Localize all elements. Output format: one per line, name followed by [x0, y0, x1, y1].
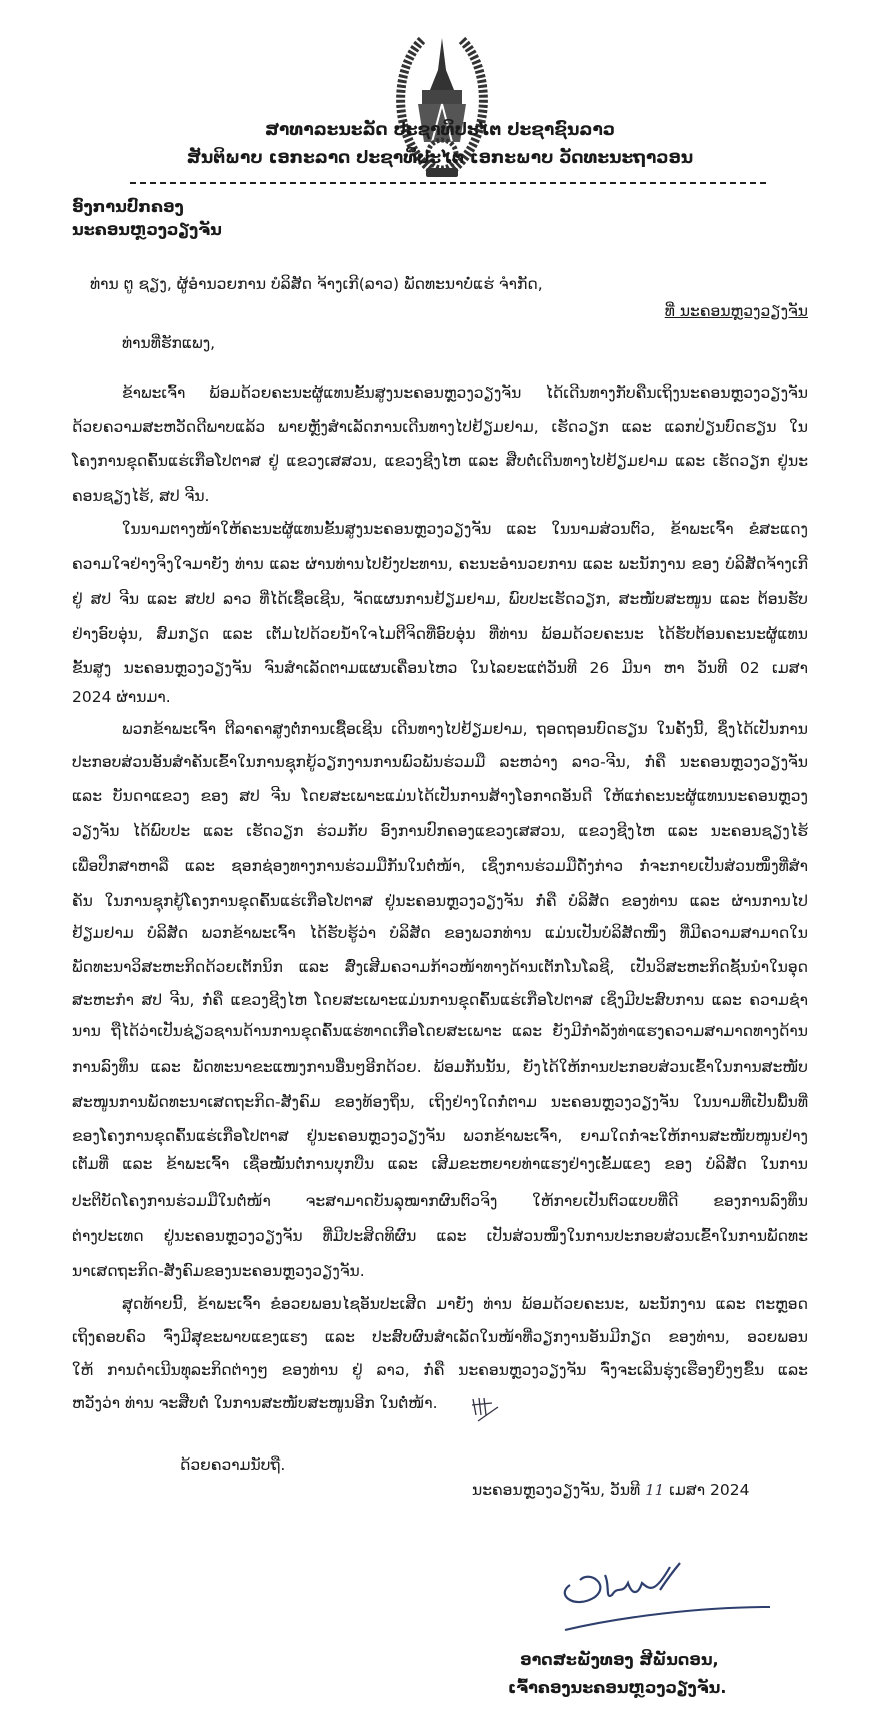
salutation: ທ່ານທີ່ຮັກແພງ, — [122, 334, 216, 352]
paragraph-4-line: ເຖິງຄອບຄົວ ຈົ່ງມີສຸຂະພາບແຂງແຮງ ແລະ ປະສົບຜົນສໍາເລັດໃນໜ້າທີ່ວຽກງານອັນມີກຽດ ຂອງທ່ານ, ອວຍພອນ — [72, 1328, 808, 1346]
paragraph-3-line: ເພື່ອປຶກສາຫາລື ແລະ ຊອກຊ່ອງທາງການຮ່ວມມືກັນໃນຕໍ່ໜ້າ, ເຊິ່ງການຮ່ວມມືດັ່ງກ່າວ ກໍ່ຈະກາຍເປັນສ່ວນໜຶ່ງທີ່ສໍາ — [72, 857, 808, 875]
paragraph-2-line: 2024 ຜ່ານມາ. — [72, 688, 171, 706]
sender-org-line2: ນະຄອນຫຼວງວຽງຈັນ — [72, 220, 222, 239]
sender-org-line1: ອົງການປົກຄອງ — [72, 197, 184, 216]
paragraph-3-line: ຂອງໂຄງການຂຸດຄົ້ນແຮ່ເກືອໂປຕາສ ຢູ່ນະຄອນຫຼວງວຽງຈັນ ພວກຂ້າພະເຈົ້າ, ຍາມໃດກໍ່ຈະໃຫ້ການສະໜັບໜູນຢ່າງ — [72, 1127, 808, 1145]
paragraph-3-line: ການລົງທຶນ ແລະ ພັດທະນາຂະແໜງການອື່ນໆອີກດ້ວຍ. ພ້ອມກັນນັ້ນ, ຍັງໄດ້ໃຫ້ການປະກອບສ່ວນເຂົ້າໃນການສະໜັບ — [72, 1058, 808, 1076]
paragraph-3-line: ເຕັມທີ່ ແລະ ຂ້າພະເຈົ້າ ເຊື່ອໝັ້ນຕໍ່ການບຸກບືນ ແລະ ເສີມຂະຫຍາຍທ່າແຮງຢ່າງເຂັ້ມແຂງ ຂອງ ບໍລິສັດ ໃນການ — [72, 1155, 808, 1173]
date-line — [472, 1481, 749, 1499]
paragraph-3-line: ວຽງຈັນ ໄດ້ພົບປະ ແລະ ເຮັດວຽກ ຮ່ວມກັບ ອົງການປົກຄອງແຂວງເສສວນ, ແຂວງຊີງໄຫ ແລະ ນະຄອນຊຽງໄຮ້ — [72, 822, 808, 840]
paragraph-3-line: ຢ້ຽມຢາມ ບໍລິສັດ ພວກຂ້າພະເຈົ້າ ໄດ້ຮັບຮູ້ວ່າ ບໍລິສັດ ຂອງພວກທ່ານ ແມ່ນເປັນບໍລິສັດໜຶ່ງ ທີ່ມີຄວາມສາມາດໃນ — [72, 924, 808, 942]
date-suffix: ເມສາ 2024 — [669, 1481, 750, 1499]
paragraph-2-line: ຂັ້ນສູງ ນະຄອນຫຼວງວຽງຈັນ ຈົນສໍາເລັດຕາມແຜນເຄື່ອນໄຫວ ໃນໄລຍະແຕ່ວັນທີ 26 ມີນາ ຫາ ວັນທີ 02 ເມສາ — [72, 659, 808, 677]
paragraph-3-line: ແລະ ບັນດາແຂວງ ຂອງ ສປ ຈີນ ໂດຍສະເພາະແມ່ນໄດ້ເປັນການສ້າງໂອກາດອັນດີ ໃຫ້ແກ່ຄະນະຜູ້ແທນນະຄອນຫຼວງ — [72, 787, 808, 805]
paragraph-3-line: ສະຫະກໍາ ສປ ຈີນ, ກໍ່ຄື ແຂວງຊີງໄຫ ໂດຍສະເພາະແມ່ນການຂຸດຄົ້ນແຮ່ເກືອໂປຕາສ ເຊິ່ງມີປະສົບການ ແລະ ຄວາມຊໍາ — [72, 991, 808, 1009]
paragraph-3-line: ປະຕິບັດໂຄງການຮ່ວມມືໃນຕໍ່ໜ້າ ຈະສາມາດບັນລຸໝາກຜົນຕົວຈິງ ໃຫ້ກາຍເປັນຕົວແບບທີ່ດີ ຂອງການລົງທຶນ — [72, 1192, 808, 1210]
paragraph-3-line: ຄັນ ໃນການຊຸກຍູ້ໂຄງການຂຸດຄົ້ນແຮ່ເກືອໂປຕາສ ຢູ່ນະຄອນຫຼວງວຽງຈັນ ກໍ່ຄື ບໍລິສັດ ຂອງທ່ານ ແລະ ຜ່ານການໄປ — [72, 892, 808, 910]
paragraph-1-line: ດ້ວຍຄວາມສະຫວັດດີພາບແລ້ວ ພາຍຫຼັງສໍາເລັດການເດີນທາງໄປຢ້ຽມຢາມ, ເຮັດວຽກ ແລະ ແລກປ່ຽນບົດຮຽນ ໃນ — [72, 418, 808, 436]
paragraph-3-line: ພັດທະນາວິສະຫະກິດດ້ວຍເຕັກນິກ ແລະ ສົ່ງເສີມຄວາມກ້າວໜ້າທາງດ້ານເຕັກໂນໂລຊີ, ເປັນວິສະຫະກິດຊັ້ນນໍາໃນອຸດ — [72, 958, 808, 976]
paragraph-1-line: ໂຄງການຂຸດຄົ້ນແຮ່ເກືອໂປຕາສ ຢູ່ ແຂວງເສສວນ, ແຂວງຊີງໄຫ ແລະ ສືບຕໍ່ເດີນທາງໄປຢ້ຽມຢາມ ແລະ ເຮັດວຽກ ຢູ່ນະ — [72, 452, 808, 470]
initials-mark — [470, 1395, 500, 1423]
closing: ດ້ວຍຄວາມນັບຖື. — [180, 1456, 286, 1474]
paragraph-3-line: ນາເສດຖະກິດ-ສັງຄົມຂອງນະຄອນຫຼວງວຽງຈັນ. — [72, 1262, 365, 1280]
paragraph-2-line: ຄວາມໃຈຢ່າງຈິງໃຈມາຍັງ ທ່ານ ແລະ ຜ່ານທ່ານໄປຍັງປະທານ, ຄະນະອໍານວຍການ ແລະ ພະນັກງານ ຂອງ ບໍລິສັດຈ້າງເກີ — [72, 555, 808, 573]
paragraph-3-line: ປະກອບສ່ວນອັນສໍາຄັນເຂົ້າໃນການຊຸກຍູ້ວຽກງານການພົວພັນຮ່ວມມື ລະຫວ່າງ ລາວ-ຈີນ, ກໍ່ຄື ນະຄອນຫຼວງວຽງຈັນ — [72, 753, 808, 771]
header-divider — [130, 182, 766, 184]
paragraph-2-line: ຢ່າງອົບອຸ່ນ, ສົມກຽດ ແລະ ເຕັມໄປດ້ວຍນໍ້າໃຈໄມຕີຈິດທີ່ອົບອຸ່ນ ທີ່ທ່ານ ພ້ອມດ້ວຍຄະນະ ໄດ້ຮັບຕ້ອນຄະນະຜູ້ແທນ — [72, 625, 808, 643]
paragraph-4-line: ຫວັງວ່າ ທ່ານ ຈະສືບຕໍ່ ໃນການສະໜັບສະໜູນອີກ ໃນຕໍ່ໜ້າ. — [72, 1394, 438, 1412]
recipient-location: ທີ່ ນະຄອນຫຼວງວຽງຈັນ — [664, 302, 808, 320]
signatory-name: ອາດສະພັງທອງ ສີພັນດອນ, — [520, 1650, 719, 1669]
paragraph-3-line: ຕ່າງປະເທດ ຢູ່ນະຄອນຫຼວງວຽງຈັນ ທີ່ມີປະສິດທິຜົນ ແລະ ເປັນສ່ວນໜຶ່ງໃນການປະກອບສ່ວນເຂົ້າໃນການພັດທະ — [72, 1227, 808, 1245]
paragraph-1-line: ຂ້າພະເຈົ້າ ພ້ອມດ້ວຍຄະນະຜູ້ແທນຂັ້ນສູງນະຄອນຫຼວງວຽງຈັນ ໄດ້ເດີນທາງກັບຄືນເຖິງນະຄອນຫຼວງວຽງຈັນ — [122, 384, 808, 402]
date-day: 11 — [645, 1481, 665, 1499]
paragraph-3-line: ພວກຂ້າພະເຈົ້າ ຕີລາຄາສູງຕໍ່ການເຊື້ອເຊີນ ເດີນທາງໄປຢ້ຽມຢາມ, ຖອດຖອນບົດຮຽນ ໃນຄັ້ງນີ້, ຊຶ່ງໄດ້ເປັນການ — [122, 720, 808, 738]
signatory-title: ເຈົ້າຄອງນະຄອນຫຼວງວຽງຈັນ. — [508, 1678, 727, 1697]
paragraph-2-line: ໃນນາມຕາງໜ້າໃຫ້ຄະນະຜູ້ແທນຂັ້ນສູງນະຄອນຫຼວງວຽງຈັນ ແລະ ໃນນາມສ່ວນຕົວ, ຂ້າພະເຈົ້າ ຂໍສະແດງ — [122, 520, 808, 538]
date-prefix: ນະຄອນຫຼວງວຽງຈັນ, ວັນທີ — [472, 1481, 641, 1499]
paragraph-1-line: ຄອນຊຽງໄຮ້, ສປ ຈີນ. — [72, 487, 210, 505]
signature — [560, 1555, 775, 1635]
paragraph-3-line: ນານ ຖືໄດ້ວ່າເປັນຊ່ຽວຊານດ້ານການຂຸດຄົ້ນແຮ່ທາດເກືອໂດຍສະເພາະ ແລະ ຍັງມີກໍາລັງທ່າແຮງຄວາມສາມາດທາງດ້ານ — [72, 1022, 808, 1040]
country-name: ສາທາລະນະລັດ ປະຊາທິປະໄຕ ປະຊາຊົນລາວ — [265, 120, 615, 140]
national-motto: ສັນຕິພາບ ເອກະລາດ ປະຊາທິປະໄຕ ເອກະພາບ ວັດທະນະຖາວອນ — [186, 148, 694, 168]
paragraph-4-line: ໃຫ້ ການດໍາເນີນທຸລະກິດຕ່າງໆ ຂອງທ່ານ ຢູ່ ລາວ, ກໍ່ຄື ນະຄອນຫຼວງວຽງຈັນ ຈົ່ງຈະເລີນຮຸ່ງເຮືອງຍິ່ງໆຂຶ້ນ ແລະ — [72, 1361, 808, 1379]
paragraph-4-line: ສຸດທ້າຍນີ້, ຂ້າພະເຈົ້າ ຂໍອວຍພອນໄຊອັນປະເສີດ ມາຍັງ ທ່ານ ພ້ອມດ້ວຍຄະນະ, ພະນັກງານ ແລະ ຕະຫຼອດ — [122, 1295, 808, 1313]
addressee: ທ່ານ ຕູ ຊຽງ, ຜູ້ອໍານວຍການ ບໍລິສັດ ຈ້າງເກີ(ລາວ) ພັດທະນາບໍ່ແຮ່ ຈໍາກັດ, — [90, 275, 543, 293]
paragraph-2-line: ຢູ່ ສປ ຈີນ ແລະ ສປປ ລາວ ທີ່ໄດ້ເຊື້ອເຊີນ, ຈັດແຜນການຢ້ຽມຢາມ, ພົບປະເຮັດວຽກ, ສະໜັບສະໜູນ ແລະ ຕ້ອນຮັບ — [72, 590, 808, 608]
paragraph-3-line: ສະໜູນການພັດທະນາເສດຖະກິດ-ສັງຄົມ ຂອງທ້ອງຖິ່ນ, ເຖິງຢ່າງໃດກໍ່ຕາມ ນະຄອນຫຼວງວຽງຈັນ ໃນນາມທີ່ເປັນພື້ນທີ່ — [72, 1093, 808, 1111]
